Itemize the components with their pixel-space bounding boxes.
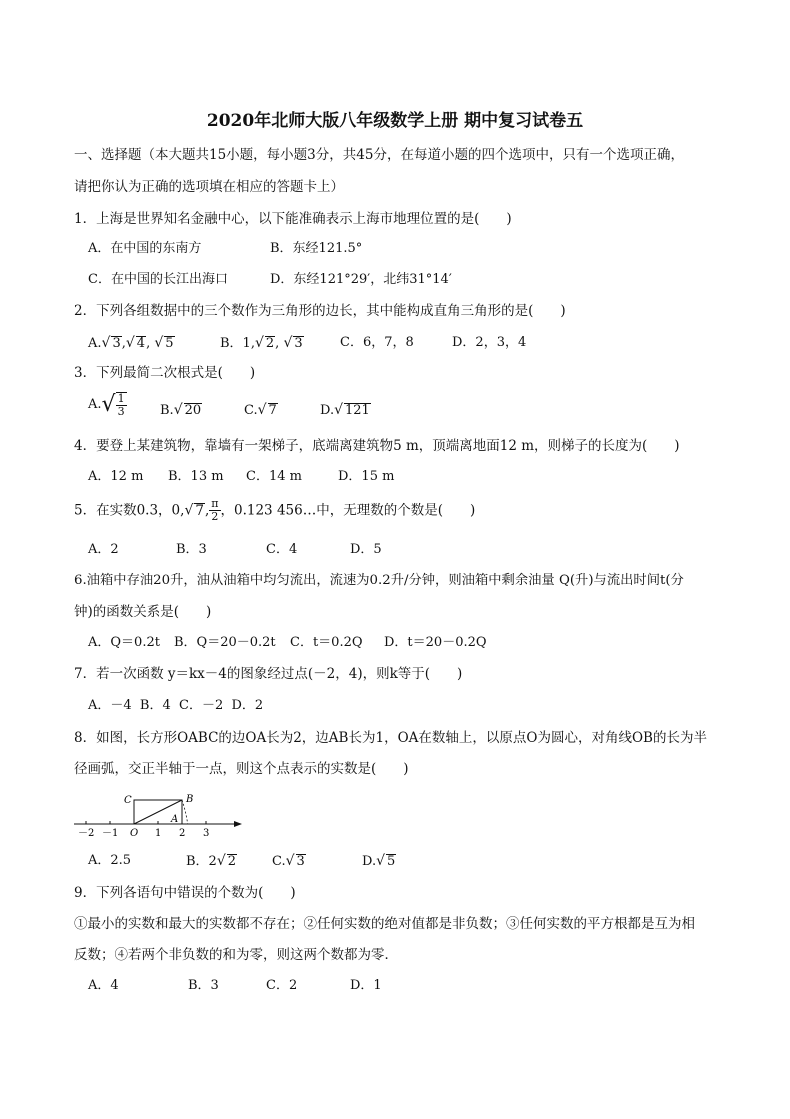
tick-label-3: 3 [203, 828, 210, 839]
q6-option-b: B．Q＝20－0.2t [174, 635, 276, 650]
q4-option-b: B．13 m [168, 469, 224, 484]
q8-stem-line1: 8．如图，长方形OABC的边OA长为2，边AB长为1，OA在数轴上，以原点O为圆心，对角线OB的长为半 [74, 730, 707, 746]
q2-a-radicand-1: 3 [112, 336, 121, 351]
q5-stem-radicand: 7 [195, 503, 204, 519]
section-instructions-line2: 请把你认为正确的选项填在相应的答题卡上） [74, 179, 344, 195]
q3-a-denominator: 3 [117, 405, 125, 418]
q6-option-d: D．t＝20－0.2Q [384, 635, 487, 650]
q3-a-numerator: 1 [117, 392, 125, 405]
q2-b-label: B．1, [220, 336, 255, 351]
q1-option-a: A．在中国的东南方 [88, 241, 202, 256]
q9-statements-line2: 反数；④若两个非负数的和为零，则这两个数都为零． [74, 947, 398, 963]
q3-c-radicand: 7 [268, 403, 277, 418]
q5-option-c: C．4 [266, 542, 298, 557]
q7-stem: 7．若一次函数 y＝kx－4的图象经过点(－2，4)，则k等于( ) [74, 666, 463, 682]
q3-d-radicand: 121 [345, 403, 370, 418]
q8-d-label: D. [362, 854, 377, 869]
q4-stem: 4．要登上某建筑物，靠墙有一架梯子，底端离建筑物5 m，顶端离地面12 m，则梯子的长度为( ) [74, 438, 680, 454]
q9-stem: 9．下列各语句中错误的个数为( ) [74, 885, 296, 901]
tick-label-2: 2 [179, 828, 186, 839]
q3-option-a: A.√ $\frac{1}{3}$ [88, 392, 125, 418]
q5-option-b: B．3 [176, 542, 207, 557]
vertex-label-c: C [124, 795, 132, 806]
q8-option-b: B．2√ 2 [186, 853, 237, 869]
q9-option-c: C．2 [266, 978, 298, 993]
q8-b-label: B．2 [186, 854, 217, 869]
exam-title: 2020年北师大版八年级数学上册 期中复习试卷五 [206, 111, 584, 131]
q8-option-a: A．2.5 [88, 853, 132, 868]
q6-option-c: C．t＝0.2Q [290, 635, 363, 650]
q5-stem-numerator: π [211, 497, 219, 510]
q8-option-d: D.√ 5 [362, 853, 396, 869]
q1-option-b: B．东经121.5° [270, 241, 363, 256]
q3-c-label: C. [244, 403, 258, 418]
q8-c-label: C. [272, 854, 286, 869]
tick-label-neg1: －1 [102, 828, 119, 839]
q2-option-b: B．1,√ 2, √ 3 [220, 335, 303, 351]
vertex-label-a: A [171, 814, 179, 825]
q3-stem: 3．下列最简二次根式是( ) [74, 365, 256, 381]
tick-label-1: 1 [155, 828, 162, 839]
vertex-label-b: B [186, 794, 194, 805]
q6-stem-line1: 6.油箱中存油20升，油从油箱中均匀流出，流速为0.2升/分钟，则油箱中剩余油量 Q(升)与流出时间t(分 [74, 573, 684, 588]
q5-stem-fraction [209, 498, 220, 523]
q9-statements-line1: ①最小的实数和最大的实数都不存在；②任何实数的绝对值都是非负数；③任何实数的平方根都是互为相 [74, 916, 695, 932]
q5-option-d: D．5 [350, 542, 382, 557]
q9-option-a: A．4 [88, 978, 119, 993]
q9-option-b: B．3 [188, 978, 219, 993]
q3-d-label: D. [320, 403, 335, 418]
q8-option-c: C.√ 3 [272, 853, 305, 869]
q3-option-d: D.√ 121 [320, 402, 370, 418]
q2-a-radicand-2: 4 [136, 336, 146, 351]
q1-stem: 1．上海是世界知名金融中心，以下能准确表示上海市地理位置的是( ) [74, 211, 512, 227]
q3-a-fraction [116, 392, 127, 418]
q3-option-c: C.√ 7 [244, 402, 277, 418]
q3-b-label: B. [160, 403, 174, 418]
q5-stem-denominator: 2 [211, 510, 219, 523]
q5-stem-post: ，0.123 456…中，无理数的个数是( ) [220, 502, 476, 519]
q6-stem-line2: 钟)的函数关系是( ) [74, 604, 212, 620]
tick-label-neg2: －2 [78, 828, 95, 839]
q9-option-d: D．1 [350, 978, 382, 993]
q5-stem: 5．在实数0.3，0,√ 7, $\frac{\pi}{2}$ ，0.123 456…中，无理数的个数是( ) [74, 497, 476, 523]
q2-option-d: D．2，3，4 [452, 335, 527, 350]
q4-option-a: A．12 m [88, 469, 144, 484]
q5-option-a: A．2 [88, 542, 119, 557]
q2-option-a: A.√ 3,√ 4, √ 5 [88, 335, 174, 351]
number-line-arrow [234, 821, 242, 827]
q2-b-radicand-1: 2 [265, 336, 275, 351]
q4-option-c: C．14 m [246, 469, 302, 484]
section-instructions-line1: 一、选择题（本大题共15小题，每小题3分，共45分，在每道小题的四个选项中，只有一个选项正确， [74, 147, 684, 163]
q3-a-label: A. [88, 397, 102, 412]
q8-stem-line2: 径画弧，交正半轴于一点，则这个点表示的实数是( ) [74, 761, 409, 777]
q2-a-label: A. [88, 336, 102, 351]
q8-d-radicand: 5 [387, 854, 396, 869]
q1-option-d: D．东经121°29′，北纬31°14′ [270, 272, 452, 287]
q1-option-c: C．在中国的长江出海口 [88, 272, 228, 287]
q8-b-radicand: 2 [227, 854, 237, 869]
q2-option-c: C．6，7，8 [340, 335, 414, 350]
q8-figure-number-line [70, 788, 250, 840]
q4-option-d: D．15 m [338, 469, 395, 484]
q7-options: A．－4 B．4 C．－2 D．2 [88, 698, 264, 713]
q5-stem-pre: 5．在实数0.3，0, [74, 502, 185, 519]
q3-option-b: B.√ 20 [160, 402, 202, 418]
q8-c-radicand: 3 [296, 854, 305, 869]
q2-a-radicand-3: 5 [165, 336, 174, 351]
q2-b-radicand-2: 3 [294, 336, 303, 351]
q2-stem: 2．下列各组数据中的三个数作为三角形的边长，其中能构成直角三角形的是( ) [74, 303, 566, 319]
tick-label-origin: O [130, 828, 139, 839]
q3-b-radicand: 20 [184, 403, 202, 418]
q6-option-a: A．Q＝0.2t [88, 635, 160, 650]
